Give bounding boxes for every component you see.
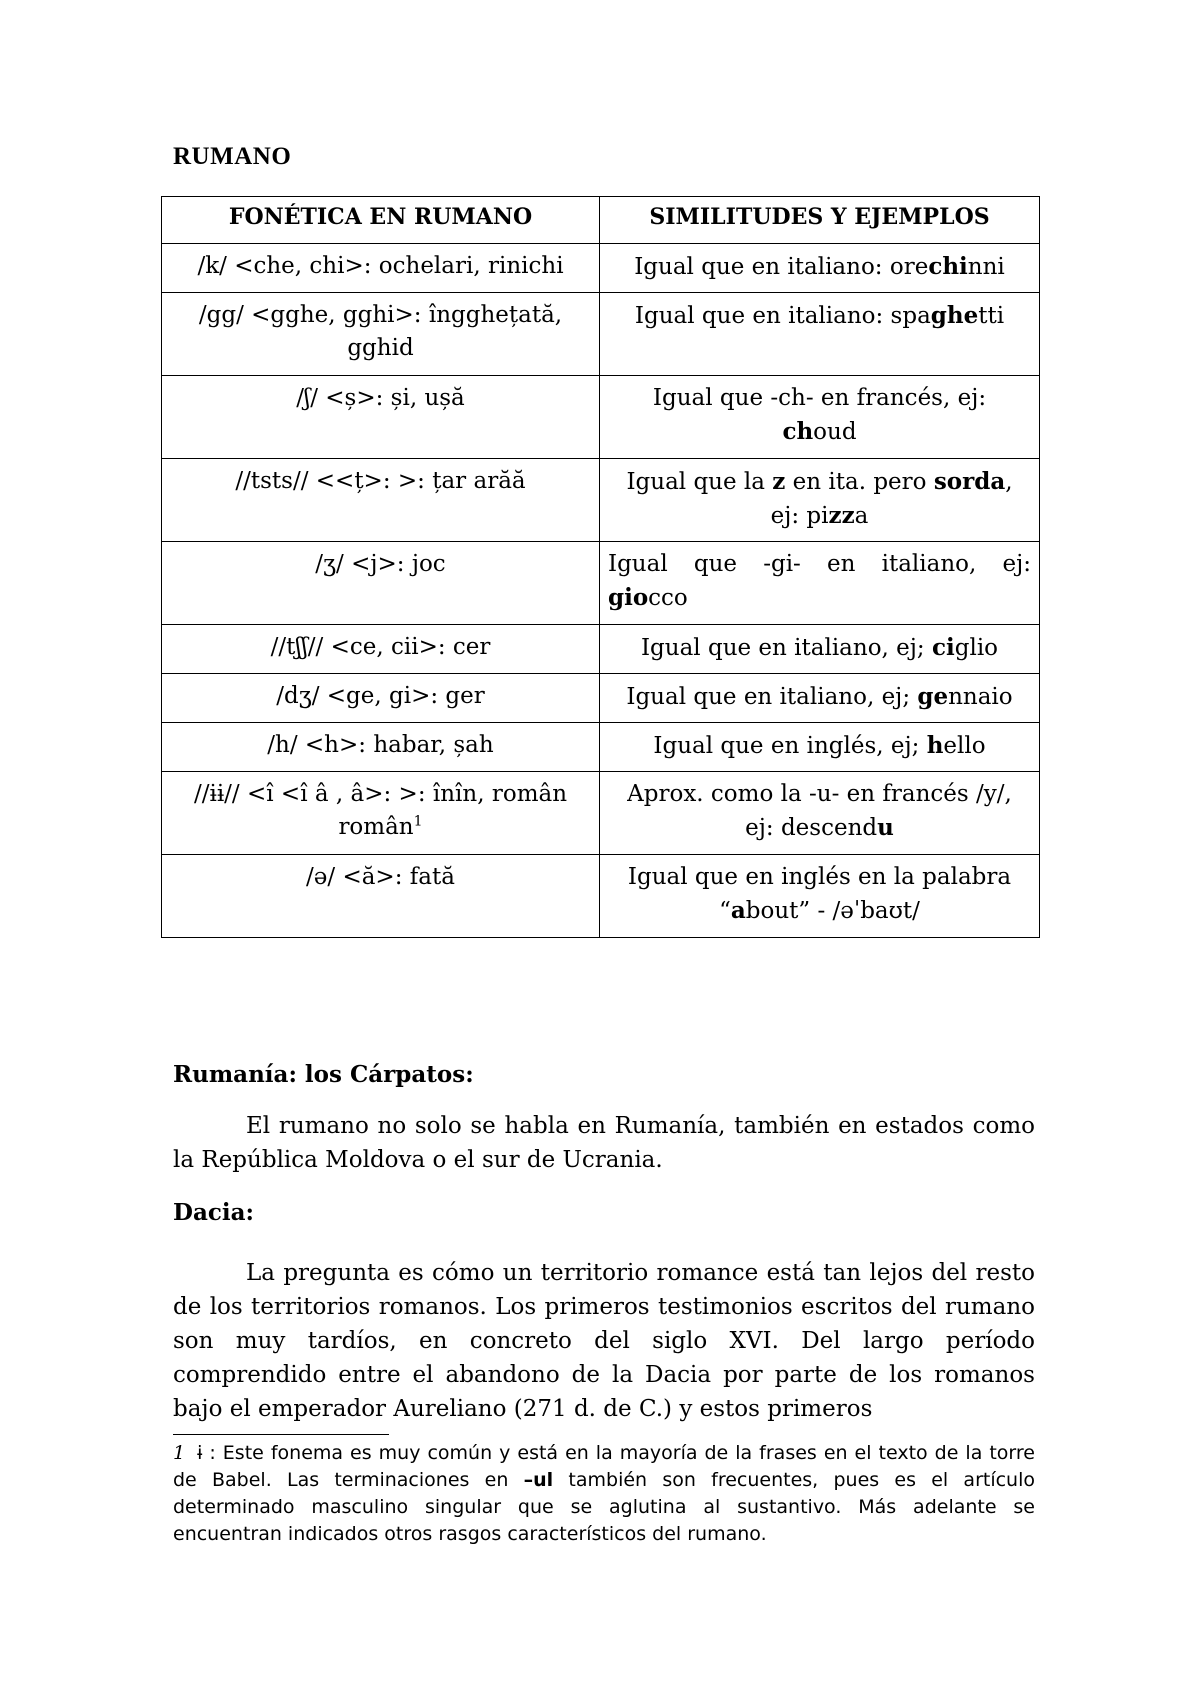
phoneme-cell: //tsts// <<ț>: >: țar arăă bbox=[162, 459, 600, 542]
table-row bbox=[162, 376, 1040, 459]
table-header-row bbox=[162, 197, 1040, 244]
example-text: cco bbox=[648, 585, 688, 611]
example-highlight: sorda bbox=[933, 468, 1006, 495]
phoneme-text: român bbox=[338, 814, 414, 840]
example-cell bbox=[600, 723, 1040, 772]
example-line bbox=[608, 581, 1031, 615]
example-text: nnaio bbox=[948, 684, 1013, 710]
phoneme-cell bbox=[162, 772, 600, 855]
phoneme-cell: //tʃʃ// <ce, cii>: cer bbox=[162, 625, 600, 674]
example-highlight: z bbox=[772, 468, 786, 495]
example-cell bbox=[600, 674, 1040, 723]
example-highlight: h bbox=[926, 732, 944, 759]
table-row bbox=[162, 459, 1040, 542]
example-highlight: ci bbox=[931, 634, 955, 661]
example-cell bbox=[600, 625, 1040, 674]
example-cell bbox=[600, 772, 1040, 855]
example-cell bbox=[600, 459, 1040, 542]
phonetics-table bbox=[161, 196, 1040, 938]
example-text: Igual que en italiano: spa bbox=[634, 303, 931, 329]
example-cell bbox=[600, 244, 1040, 293]
table-row bbox=[162, 542, 1040, 625]
section-heading-dacia: Dacia: bbox=[173, 1199, 254, 1226]
example-text: glio bbox=[954, 635, 999, 661]
example-text: Igual que en inglés en la palabra bbox=[627, 864, 1012, 890]
example-highlight: gio bbox=[608, 584, 649, 611]
section-heading-rumania: Rumanía: los Cárpatos: bbox=[173, 1061, 474, 1088]
example-text: Igual que en italiano, ej; bbox=[626, 684, 918, 710]
footnote-separator bbox=[173, 1434, 389, 1435]
example-text: Igual que en italiano, ej; bbox=[640, 635, 932, 661]
phoneme-cell: /ə/ <ă>: fată bbox=[162, 855, 600, 938]
example-text: ej: pi bbox=[770, 503, 829, 529]
phoneme-text: /gg/ <gghe, gghi>: îngghețată, bbox=[198, 302, 563, 328]
example-text: ej: descend bbox=[745, 815, 878, 841]
footnote-symbol: ɨ : bbox=[197, 1442, 216, 1464]
phoneme-text: gghid bbox=[347, 335, 414, 361]
footnote-reference[interactable]: 1 bbox=[413, 813, 423, 830]
example-cell bbox=[600, 293, 1040, 376]
footnote-text: Este fonema es muy común y está en la mayoría de la frases en el texto de la torre de Babel. Las terminaciones en bbox=[173, 1442, 1035, 1491]
column-header-similitudes: SIMILITUDES Y EJEMPLOS bbox=[600, 197, 1040, 244]
table-row bbox=[162, 293, 1040, 376]
example-cell bbox=[600, 376, 1040, 459]
phoneme-cell: /h/ <h>: habar, șah bbox=[162, 723, 600, 772]
example-highlight: u bbox=[877, 814, 894, 841]
table-row bbox=[162, 244, 1040, 293]
table-row bbox=[162, 723, 1040, 772]
phoneme-cell: /ʒ/ <j>: joc bbox=[162, 542, 600, 625]
example-text: “ bbox=[719, 898, 731, 924]
footnote-text: también son frecuentes, pues es el artículo determinado masculino singular que se aglutina al sustantivo. Más adelante se encuentran indicados otros rasgos característicos del rumano. bbox=[173, 1469, 1036, 1545]
paragraph-dacia: La pregunta es cómo un territorio romance está tan lejos del resto de los territorios romanos. Los primeros testimonios escritos del rumano son muy tardíos, en concreto del siglo XVI. Del largo período comprendido entre el abandono de la Dacia por parte de los romanos bajo el emperador Aureliano (271 d. de C.) y estos primeros bbox=[173, 1260, 1035, 1422]
example-text: ello bbox=[943, 733, 986, 759]
example-highlight: zz bbox=[828, 502, 855, 529]
example-highlight: ge bbox=[917, 683, 949, 710]
table-row bbox=[162, 625, 1040, 674]
example-text: , bbox=[1005, 469, 1013, 495]
example-text: a bbox=[854, 503, 869, 529]
example-text: Aprox. como la -u- en francés /y/, bbox=[627, 781, 1012, 807]
example-highlight: ch bbox=[782, 418, 814, 445]
example-text: bout” - /əˈbaʊt/ bbox=[745, 898, 920, 924]
example-highlight: a bbox=[730, 897, 746, 924]
example-text: en ita. pero bbox=[785, 469, 934, 495]
example-text: nni bbox=[967, 254, 1005, 280]
page-title: RUMANO bbox=[173, 143, 292, 170]
footnote-number: 1 bbox=[173, 1442, 186, 1464]
example-text: tti bbox=[978, 303, 1005, 329]
table-row bbox=[162, 855, 1040, 938]
example-text: Igual que -ch- en francés, ej: bbox=[652, 385, 987, 411]
phoneme-cell bbox=[162, 293, 600, 376]
example-text: Igual que en inglés, ej; bbox=[653, 733, 927, 759]
phoneme-cell: /dʒ/ <ge, gi>: ger bbox=[162, 674, 600, 723]
phoneme-text: //ɨɨ// <î <î â , â>: >: înîn, român bbox=[193, 781, 568, 807]
example-cell bbox=[600, 855, 1040, 938]
example-text: Igual que en italiano: ore bbox=[634, 254, 929, 280]
example-cell bbox=[600, 542, 1040, 625]
footnote-bold: –ul bbox=[523, 1469, 554, 1491]
example-text: Igual que la bbox=[626, 469, 773, 495]
example-highlight: chi bbox=[928, 253, 968, 280]
phoneme-cell: /ʃ/ <ș>: și, ușă bbox=[162, 376, 600, 459]
table-row bbox=[162, 772, 1040, 855]
example-text: oud bbox=[813, 419, 857, 445]
table-row bbox=[162, 674, 1040, 723]
paragraph-rumania: El rumano no solo se habla en Rumanía, también en estados como la República Moldova o el sur de Ucrania. bbox=[173, 1113, 1035, 1173]
phoneme-cell: /k/ <che, chi>: ochelari, rinichi bbox=[162, 244, 600, 293]
example-highlight: ghe bbox=[930, 302, 979, 329]
column-header-fonetica: FONÉTICA EN RUMANO bbox=[162, 197, 600, 244]
footnote bbox=[173, 1440, 1035, 1548]
example-text: Igual que -gi- en italiano, ej: bbox=[608, 551, 1031, 577]
